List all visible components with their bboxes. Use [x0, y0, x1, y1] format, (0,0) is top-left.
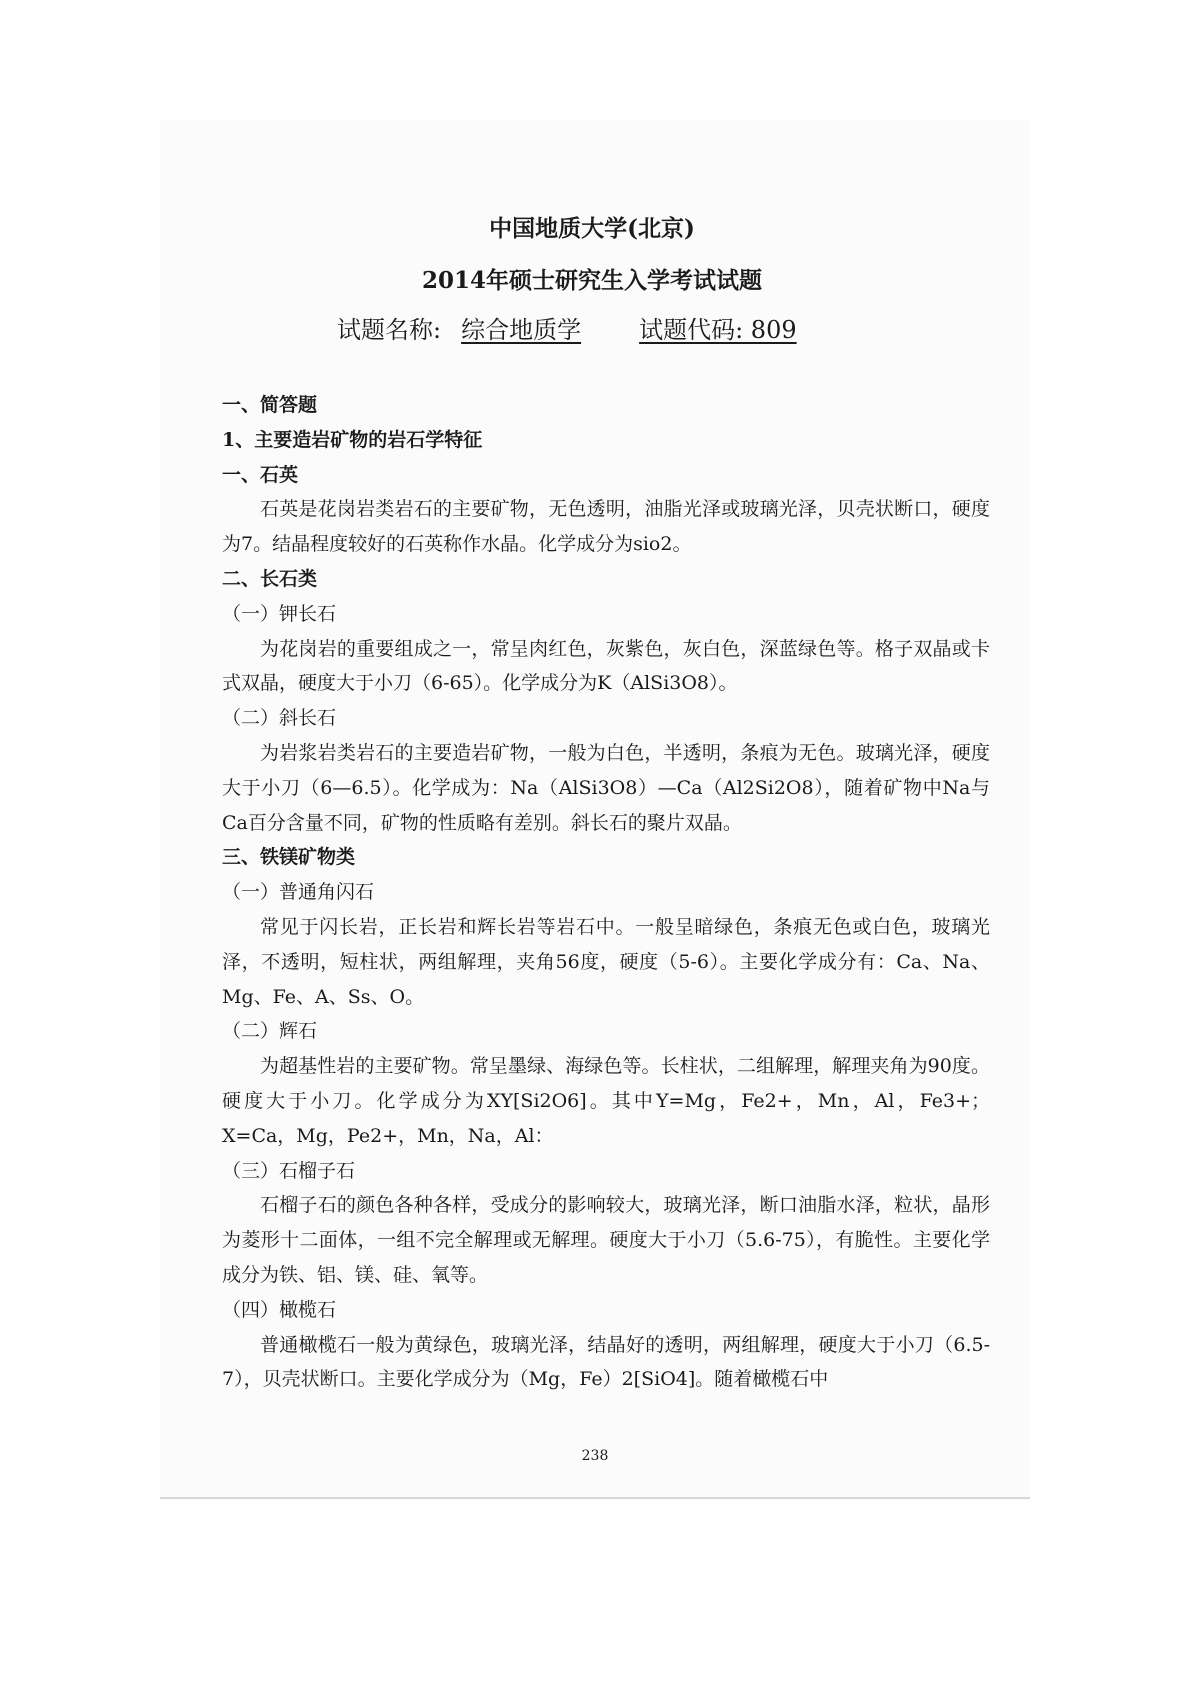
paragraph: 石榴子石的颜色各种各样，受成分的影响较大，玻璃光泽，断口油脂水泽，粒状，晶形为菱形十二面体，一组不完全解理或无解理。硬度大于小刀（5.6-75），有脆性。主要化学成分为铁、铝、镁、硅、氧等。 [222, 1194, 990, 1286]
exam-content [222, 388, 1002, 1397]
mineral-subheading: （一）普通角闪石 [222, 881, 375, 904]
mineral-group-heading: 三、铁镁矿物类 [222, 846, 356, 869]
mineral-subheading: （一）钾长石 [222, 602, 337, 625]
exam-code: 试题代码: 809 [639, 316, 797, 344]
university-title: 中国地质大学(北京) [489, 215, 695, 242]
exam-title: 2014年硕士研究生入学考试试题 [421, 267, 762, 294]
paragraph: 为花岗岩的重要组成之一，常呈肉红色，灰紫色，灰白色，深蓝绿色等。格子双晶或卡式双晶，硬度大于小刀（6-65）。化学成分为K（AlSi3O8）。 [222, 637, 990, 695]
mineral-subheading: （二）斜长石 [222, 707, 337, 730]
subject-label: 试题名称: [337, 316, 442, 344]
question-heading: 1、主要造岩矿物的岩石学特征 [222, 428, 483, 451]
scan-edge-line [160, 1497, 1030, 1499]
paragraph: 为超基性岩的主要矿物。常呈墨绿、海绿色等。长柱状，二组解理，解理夹角为90度。硬度大于小刀。化学成分为XY[Si2O6]。其中Y=Mg，Fe2+，Mn，Al，Fe3+；X=Ca，Mg，Pe2+，Mn，Na，Al： [222, 1055, 990, 1147]
section-heading: 一、简答题 [222, 394, 318, 416]
mineral-group-heading: 一、石英 [222, 463, 299, 486]
subject-value: 综合地质学 [461, 316, 582, 344]
page-number: 238 [581, 1448, 609, 1464]
paragraph: 为岩浆岩类岩石的主要造岩矿物，一般为白色，半透明，条痕为无色。玻璃光泽，硬度大于小刀（6—6.5）。化学成为：Na（AlSi3O8）—Ca（Al2Si2O8），随着矿物中Na与Ca百分含量不同，矿物的性质略有差别。斜长石的聚片双晶。 [222, 741, 990, 834]
paragraph: 普通橄榄石一般为黄绿色，玻璃光泽，结晶好的透明，两组解理，硬度大于小刀（6.5-7），贝壳状断口。主要化学成分为（Mg，Fe）2[SiO4]。随着橄榄石中 [222, 1333, 990, 1391]
paragraph: 常见于闪长岩，正长岩和辉长岩等岩石中。一般呈暗绿色，条痕无色或白色，玻璃光泽，不透明，短柱状，两组解理，夹角56度，硬度（5-6）。主要化学成分有：Ca、Na、Mg、Fe、A、Ss、O。 [222, 915, 990, 1008]
mineral-group-heading: 二、长石类 [222, 567, 318, 590]
mineral-subheading: （二）辉石 [222, 1020, 318, 1043]
mineral-subheading: （三）石榴子石 [222, 1159, 356, 1182]
exam-meta [337, 310, 797, 345]
paragraph: 石英是花岗岩类岩石的主要矿物，无色透明，油脂光泽或玻璃光泽，贝壳状断口，硬度为7。结晶程度较好的石英称作水晶。化学成分为sio2。 [222, 498, 990, 556]
mineral-subheading: （四）橄榄石 [222, 1298, 337, 1321]
